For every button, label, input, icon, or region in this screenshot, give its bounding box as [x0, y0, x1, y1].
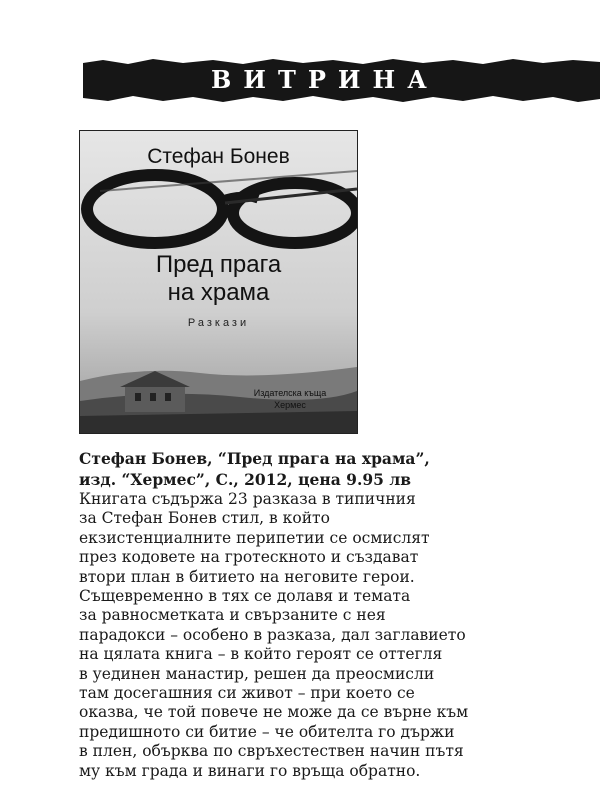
book-cover [79, 130, 358, 434]
cover-title [80, 251, 357, 307]
cover-title-line: на храма [167, 279, 270, 306]
book-description [79, 490, 594, 781]
article-text [79, 448, 594, 781]
description-line: екзистенциалните перипетии се осмислят [79, 528, 430, 547]
section-title: ВИТРИНА [211, 65, 439, 94]
description-line: там досегашния си живот – при което се [79, 684, 415, 703]
description-line: на цялата книга – в който героят се оттегля [79, 645, 443, 664]
description-line: в уединен манастир, решен да преосмисли [79, 664, 435, 683]
description-line: предишното си битие – че обителта го държи [79, 722, 455, 741]
description-line: Книгата съдържа 23 разказа в типичния [79, 490, 416, 508]
section-banner [83, 55, 600, 105]
description-line: му към града и винаги го връща обратно. [79, 761, 421, 780]
caption-line: изд. “Хермес”, С., 2012, цена 9.95 лв [79, 470, 412, 489]
cover-subtitle: Разкази [187, 317, 250, 329]
cover-title-line: Пред прага [155, 251, 282, 278]
cover-publisher-line: Хермес [274, 400, 306, 410]
description-line: втори план в битието на неговите герои. [79, 567, 415, 586]
description-line: Същевременно в тях се долавя и темата [79, 587, 411, 606]
description-line: парадокси – особено в разказа, дал заглавието [79, 625, 466, 644]
cover-publisher-line: Издателска къща [253, 388, 327, 398]
cover-author: Стефан Бонев [147, 145, 290, 168]
cover-publisher [230, 387, 350, 411]
caption-line: Стефан Бонев, “Пред прага на храма”, [79, 449, 430, 468]
description-line: през кодовете на гротескното и създават [79, 548, 419, 567]
description-line: в плен, обърква по свръхестествен начин пътя [79, 742, 464, 761]
book-caption [79, 448, 594, 490]
description-line: оказва, че той повече не може да се върне към [79, 703, 469, 722]
description-line: за равносметката и свързаните с нея [79, 606, 386, 625]
description-line: за Стефан Бонев стил, в който [79, 509, 330, 528]
